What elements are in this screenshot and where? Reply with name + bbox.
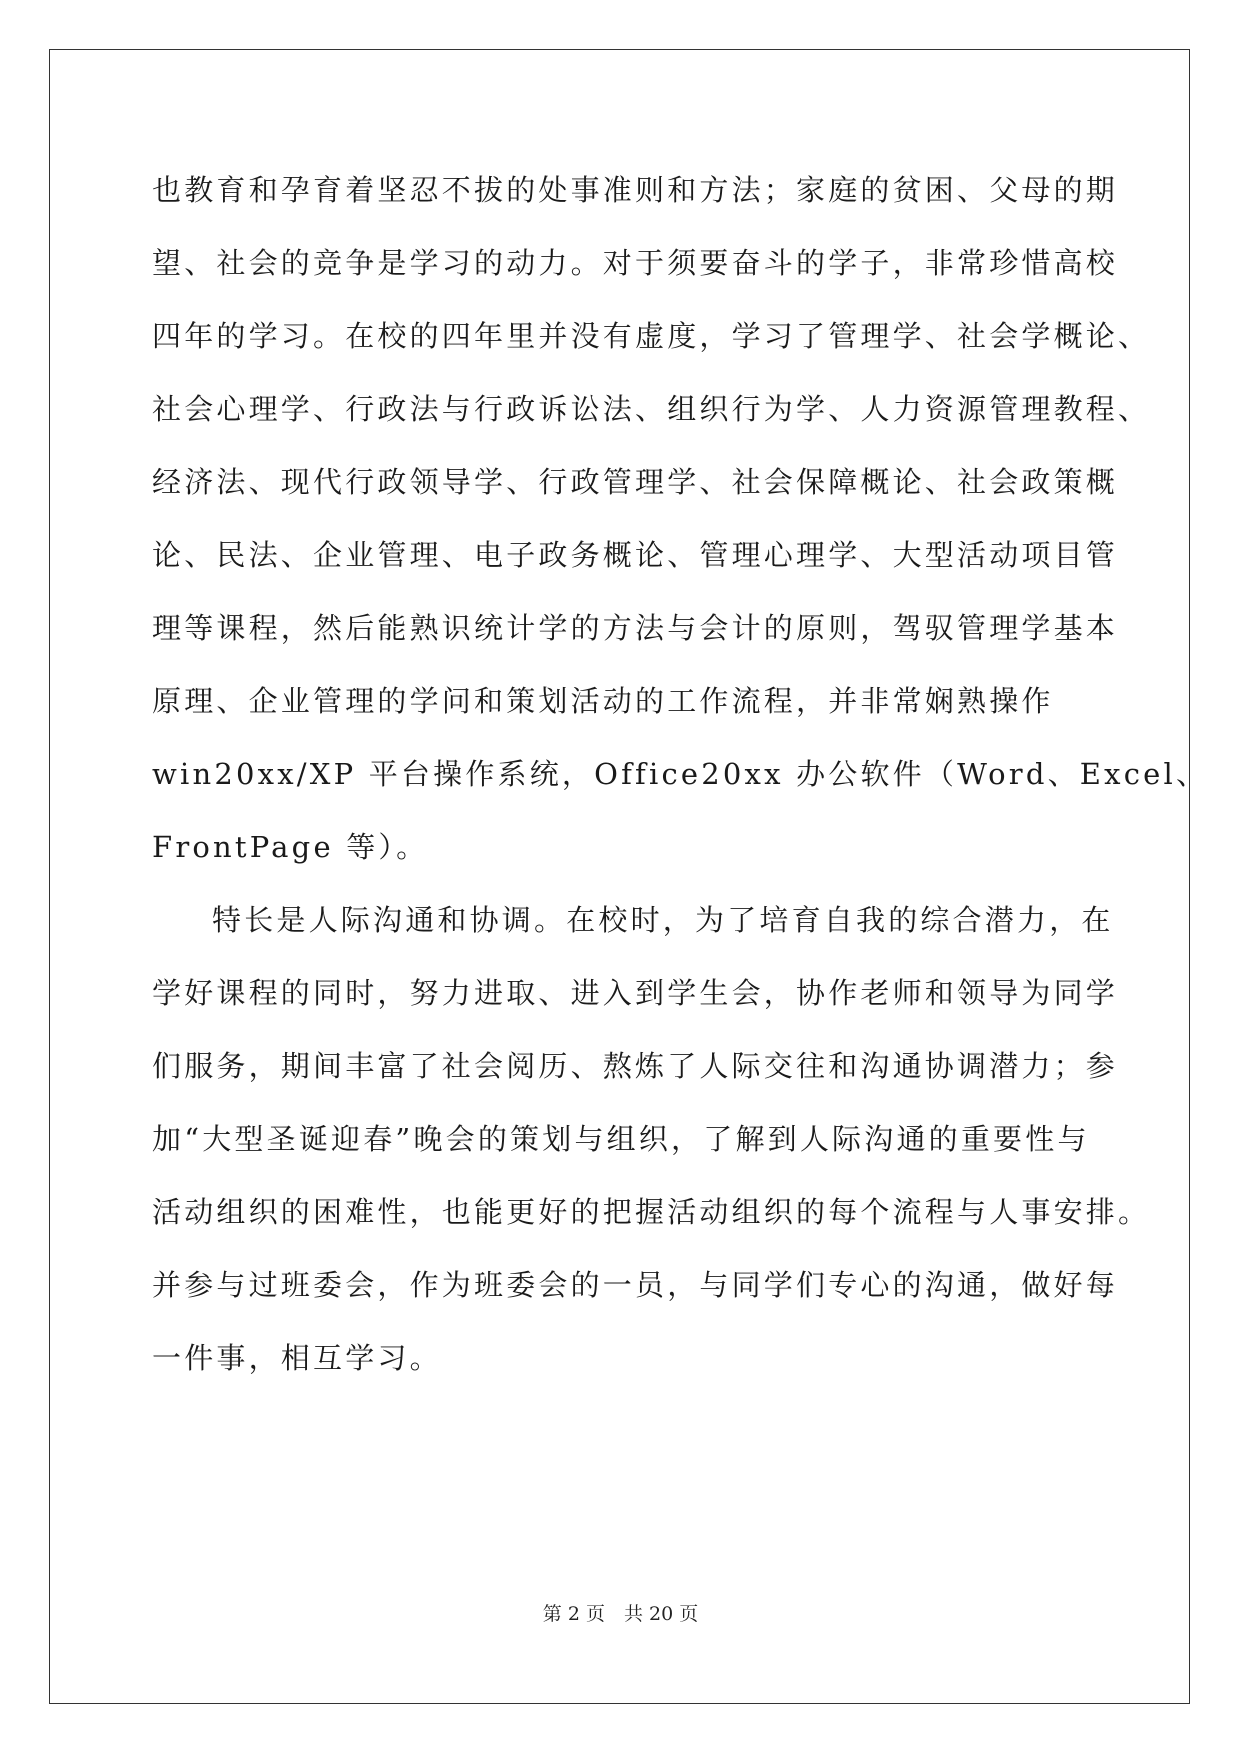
body-line-10: FrontPage 等）。	[152, 830, 429, 864]
body-line-12: 学好课程的同时，努力进取、进入到学生会，协作老师和领导为同学	[152, 976, 1119, 1010]
page-number-label: 第 2 页 共 20 页	[542, 1603, 699, 1625]
body-line-5: 经济法、现代行政领导学、行政管理学、社会保障概论、社会政策概	[152, 465, 1119, 499]
page-border	[49, 49, 1190, 1704]
body-line-2: 望、社会的竞争是学习的动力。对于须要奋斗的学子，非常珍惜高校	[152, 246, 1119, 280]
body-line-17: 一件事，相互学习。	[152, 1341, 442, 1375]
body-line-8: 原理、企业管理的学问和策划活动的工作流程，并非常娴熟操作	[152, 684, 1054, 718]
body-line-1: 也教育和孕育着坚忍不拔的处事准则和方法；家庭的贫困、父母的期	[152, 173, 1119, 207]
body-line-9: win20xx/XP 平台操作系统，Office20xx 办公软件（Word、Excel、	[152, 757, 1209, 791]
body-line-16: 并参与过班委会，作为班委会的一员，与同学们专心的沟通，做好每	[152, 1268, 1119, 1302]
body-line-14: 加“大型圣诞迎春”晚会的策划与组织，了解到人际沟通的重要性与	[152, 1122, 1090, 1156]
body-line-15: 活动组织的困难性，也能更好的把握活动组织的每个流程与人事安排。	[152, 1195, 1151, 1229]
body-line-7: 理等课程，然后能熟识统计学的方法与会计的原则，驾驭管理学基本	[152, 611, 1119, 645]
body-line-13: 们服务，期间丰富了社会阅历、熬炼了人际交往和沟通协调潜力；参	[152, 1049, 1119, 1083]
page-footer	[0, 1602, 1241, 1626]
body-line-11: 特长是人际沟通和协调。在校时，为了培育自我的综合潜力，在	[212, 903, 1114, 937]
body-line-3: 四年的学习。在校的四年里并没有虚度，学习了管理学、社会学概论、	[152, 319, 1151, 353]
body-line-6: 论、民法、企业管理、电子政务概论、管理心理学、大型活动项目管	[152, 538, 1119, 572]
body-line-4: 社会心理学、行政法与行政诉讼法、组织行为学、人力资源管理教程、	[152, 392, 1151, 426]
